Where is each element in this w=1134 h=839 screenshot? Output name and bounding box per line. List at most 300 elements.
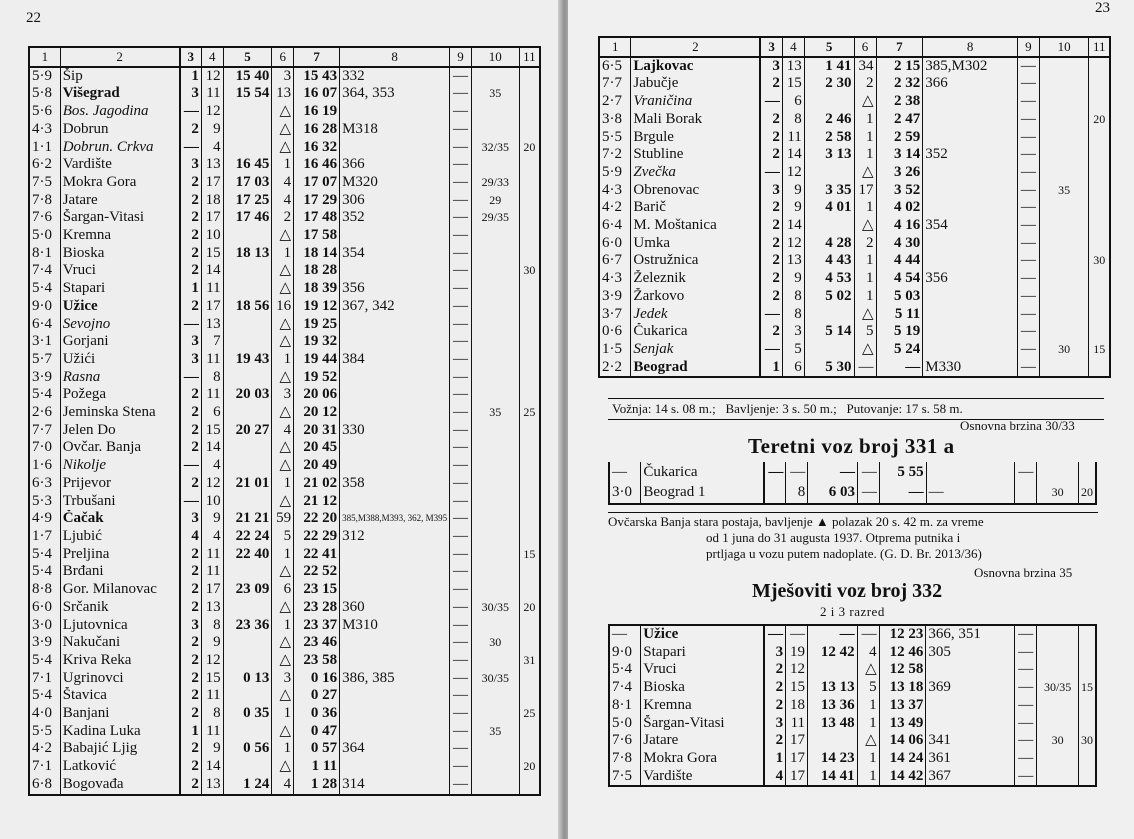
km-cell: 6·3	[29, 475, 60, 493]
km-cell: 4·0	[29, 705, 60, 723]
arrival-cell	[223, 439, 272, 457]
col6-cell: 1	[857, 715, 879, 733]
table-row	[609, 462, 1096, 483]
col4-cell: 10	[201, 227, 223, 245]
col6-cell: 2	[854, 235, 876, 253]
col9-cell: —	[450, 227, 472, 245]
km-cell: 0·6	[599, 323, 631, 341]
col6-cell: —	[857, 462, 879, 483]
crossing-cell	[923, 341, 1018, 359]
km-cell: 3·1	[29, 333, 60, 351]
km-cell: 4·2	[599, 199, 631, 217]
departure-cell: 3 26	[876, 164, 923, 182]
departure-cell: 16 19	[294, 103, 340, 121]
table-row	[599, 323, 1110, 341]
col3-cell: 2	[191, 439, 199, 456]
col6-cell: △	[272, 457, 294, 475]
col4-cell: 11	[786, 715, 808, 733]
col11-cell	[519, 85, 540, 103]
station-cell: Ovčar. Banja	[60, 439, 179, 457]
km-cell: 3·9	[29, 634, 60, 652]
col10-cell	[1037, 697, 1079, 715]
col6-cell: 1	[272, 546, 294, 564]
col3-cell: 2	[191, 386, 199, 403]
departure-cell: 5 24	[876, 341, 923, 359]
station-cell: Bioska	[641, 679, 764, 697]
col9-cell: —	[1017, 75, 1039, 93]
col11-cell	[519, 510, 540, 528]
station-cell: Jeminska Stena	[60, 404, 179, 422]
col9-cell: —	[450, 439, 472, 457]
km-cell: 7·5	[609, 768, 641, 787]
station-cell: Čukarica	[631, 323, 760, 341]
arrival-cell	[223, 316, 272, 334]
departure-cell: 0 36	[294, 705, 340, 723]
col3-cell: 3	[191, 156, 199, 173]
arrival-cell: 4 01	[804, 199, 854, 217]
col4-cell: 8	[782, 306, 804, 324]
table-row	[29, 457, 540, 475]
table-row	[599, 199, 1110, 217]
departure-cell: 20 49	[294, 457, 340, 475]
departure-cell: 19 12	[294, 298, 340, 316]
col6-cell: 4	[272, 174, 294, 192]
col10-cell	[471, 369, 519, 387]
col10-cell	[1039, 235, 1089, 253]
col9-cell: —	[450, 156, 472, 174]
col6-cell: 1	[854, 111, 876, 129]
col10-cell	[471, 687, 519, 705]
col9-cell: —	[450, 687, 472, 705]
col10-cell	[471, 103, 519, 121]
col4-cell: 4	[201, 457, 223, 475]
arrival-cell: —	[808, 462, 858, 483]
col10-cell: 30	[1037, 483, 1079, 504]
col9-cell: —	[450, 103, 472, 121]
crossing-cell: 305	[926, 644, 1015, 662]
col4-cell: 15	[201, 245, 223, 263]
col10-cell: 30	[1037, 732, 1079, 750]
station-cell: Gor. Milanovac	[60, 581, 179, 599]
col4-cell: 10	[201, 493, 223, 511]
col3-cell: 2	[772, 146, 780, 163]
arrival-cell: 17 25	[223, 192, 272, 210]
station-cell: Bioska	[60, 245, 179, 263]
col10-cell	[471, 156, 519, 174]
station-cell: Senjak	[631, 341, 760, 359]
station-cell: Brgule	[631, 129, 760, 147]
crossing-cell: 358	[340, 475, 450, 493]
col11-cell: 31	[519, 652, 540, 670]
col3-cell: 3	[191, 510, 199, 527]
col11-cell	[519, 369, 540, 387]
col11-cell	[519, 280, 540, 298]
col3-cell: 2	[772, 287, 780, 304]
col4-cell: 8	[782, 288, 804, 306]
col3-cell: 1	[760, 359, 782, 378]
table-row	[29, 351, 540, 369]
col10-cell	[1039, 199, 1089, 217]
col10-cell	[471, 333, 519, 351]
col10-cell	[471, 475, 519, 493]
col10-cell	[1037, 644, 1079, 662]
crossing-cell	[340, 705, 450, 723]
col6-cell: △	[272, 333, 294, 351]
departure-cell: 12 46	[879, 644, 926, 662]
table-row	[29, 192, 540, 210]
departure-cell: 20 45	[294, 439, 340, 457]
col6-cell: △	[854, 341, 876, 359]
col3-cell: 2	[772, 323, 780, 340]
table-row	[29, 174, 540, 192]
col11-cell	[1089, 75, 1110, 93]
station-cell: Kremna	[60, 227, 179, 245]
timetable-331	[608, 462, 1097, 505]
crossing-cell	[923, 288, 1018, 306]
col4-cell: 11	[201, 723, 223, 741]
station-cell: Beograd	[631, 359, 760, 378]
col3-cell: 2	[191, 404, 199, 421]
km-cell: 6·5	[599, 57, 631, 76]
col6-cell: △	[854, 164, 876, 182]
col3-cell: 2	[191, 563, 199, 580]
km-cell: 5·8	[29, 85, 60, 103]
col3-cell: 2	[191, 598, 199, 615]
km-cell: 5·6	[29, 103, 60, 121]
col6-cell: 2	[854, 75, 876, 93]
col11-cell	[519, 723, 540, 741]
col10-cell: 30/35	[471, 599, 519, 617]
station-cell: Užići	[60, 351, 179, 369]
col10-cell: 29/33	[471, 174, 519, 192]
col6-cell: △	[272, 758, 294, 776]
col11-cell	[519, 740, 540, 758]
summary-bavljenje: Bavljenje: 3 s. 50 m.;	[725, 401, 837, 416]
crossing-cell: 356	[923, 270, 1018, 288]
header-cell: 10	[1039, 37, 1089, 57]
col6-cell: 5	[854, 323, 876, 341]
departure-cell: 4 16	[876, 217, 923, 235]
station-cell: Dobrun	[60, 121, 179, 139]
km-cell: 1·7	[29, 528, 60, 546]
col11-cell: 15	[519, 546, 540, 564]
km-cell: 5·4	[29, 386, 60, 404]
arrival-cell	[804, 93, 854, 111]
km-cell: 5·4	[29, 652, 60, 670]
station-cell: Banjani	[60, 705, 179, 723]
col10-cell: 30/35	[471, 670, 519, 688]
col11-cell	[519, 227, 540, 245]
departure-cell: 16 46	[294, 156, 340, 174]
table-row	[29, 121, 540, 139]
arrival-cell: 2 58	[804, 129, 854, 147]
col11-cell: 25	[519, 705, 540, 723]
col11-cell	[519, 298, 540, 316]
col9-cell: —	[1015, 697, 1037, 715]
arrival-cell: 0 13	[223, 670, 272, 688]
travel-summary	[608, 398, 1104, 420]
table-row	[29, 475, 540, 493]
arrival-cell	[223, 723, 272, 741]
col4-cell: 18	[786, 697, 808, 715]
col3-cell: 2	[191, 120, 199, 137]
col4-cell: —	[786, 625, 808, 644]
crossing-cell: 384	[340, 351, 450, 369]
col9-cell: —	[450, 652, 472, 670]
col11-cell: 30	[1089, 252, 1110, 270]
crossing-cell	[340, 439, 450, 457]
station-cell: Šargan-Vitasi	[641, 715, 764, 733]
col3-cell: 2	[191, 651, 199, 668]
km-cell: 8·1	[609, 697, 641, 715]
station-cell: Kremna	[641, 697, 764, 715]
station-cell: Obrenovac	[631, 182, 760, 200]
km-cell: 5·3	[29, 493, 60, 511]
arrival-cell: 6 03	[808, 483, 858, 504]
arrival-cell	[223, 333, 272, 351]
departure-cell: 2 59	[876, 129, 923, 147]
col10-cell	[1037, 625, 1079, 644]
header-cell: 5	[804, 37, 854, 57]
departure-cell: 16 32	[294, 139, 340, 157]
col11-cell: 20	[519, 599, 540, 617]
col6-cell: 3	[272, 386, 294, 404]
col3-cell: 2	[180, 776, 202, 795]
col11-cell	[519, 776, 540, 795]
col6-cell: △	[272, 599, 294, 617]
col6-cell: 1	[854, 270, 876, 288]
crossing-cell: 306	[340, 192, 450, 210]
col3-cell: 2	[775, 732, 784, 749]
col3-cell: 2	[772, 128, 780, 145]
station-cell: Žarkovo	[631, 288, 760, 306]
km-cell: 3·0	[29, 617, 60, 635]
station-cell: Čukarica	[641, 462, 764, 483]
col10-cell	[1039, 270, 1089, 288]
col4-cell: 8	[782, 111, 804, 129]
crossing-cell: 352	[340, 209, 450, 227]
col10-cell	[471, 386, 519, 404]
table-row	[599, 164, 1110, 182]
departure-cell: 20 12	[294, 404, 340, 422]
col9-cell: —	[1017, 199, 1039, 217]
timetable-right	[598, 36, 1111, 378]
col9-cell: —	[450, 298, 472, 316]
header-cell: 5	[223, 47, 272, 67]
col3-cell: 2	[191, 634, 199, 651]
col6-cell: 1	[854, 146, 876, 164]
arrival-cell: 5 14	[804, 323, 854, 341]
arrival-cell: 13 36	[808, 697, 858, 715]
note-line-3: prtljaga u vozu putem nadoplate. (G. D. Br. 2013/36)	[706, 546, 982, 561]
col4-cell: 12	[782, 235, 804, 253]
col6-cell: 34	[854, 57, 876, 76]
col9-cell: —	[1017, 111, 1039, 129]
col3-cell: 3	[191, 333, 199, 350]
station-cell: Užice	[641, 625, 764, 644]
km-cell: 7·4	[29, 262, 60, 280]
col3-cell: 2	[191, 173, 199, 190]
crossing-cell	[340, 369, 450, 387]
crossing-cell	[340, 652, 450, 670]
col9-cell: —	[1015, 644, 1037, 662]
arrival-cell: 14 23	[808, 750, 858, 768]
arrival-cell: 16 45	[223, 156, 272, 174]
col3-cell: 2	[191, 262, 199, 279]
col3-cell: 2	[772, 199, 780, 216]
col10-cell: 30/35	[1037, 679, 1079, 697]
note-line-2: od 1 juna do 31 augusta 1937. Otprema putnika i	[706, 530, 961, 545]
col9-cell: —	[1015, 750, 1037, 768]
station-cell: Vardište	[641, 768, 764, 787]
station-cell: Prijevor	[60, 475, 179, 493]
train332-title: Mješoviti voz broj 332	[752, 580, 943, 602]
col3-cell: —	[183, 457, 199, 474]
table-row	[29, 617, 540, 635]
ovcar-banja-note	[608, 512, 1098, 562]
col11-cell	[1078, 715, 1096, 733]
crossing-cell: 366	[340, 156, 450, 174]
station-cell: Latković	[60, 758, 179, 776]
col6-cell: —	[857, 625, 879, 644]
crossing-cell	[340, 634, 450, 652]
col6-cell: △	[272, 139, 294, 157]
station-cell: Vardište	[60, 156, 179, 174]
train332-subtitle: 2 i 3 razred	[820, 604, 885, 619]
arrival-cell: 22 40	[223, 546, 272, 564]
col4-cell: 12	[201, 652, 223, 670]
table-row	[29, 705, 540, 723]
col11-cell: 15	[1078, 679, 1096, 697]
col9-cell: —	[450, 670, 472, 688]
col6-cell: △	[272, 316, 294, 334]
arrival-cell	[804, 306, 854, 324]
col6-cell: 4	[857, 644, 879, 662]
col10-cell	[471, 245, 519, 263]
col4-cell: 17	[201, 174, 223, 192]
col11-cell	[1089, 129, 1110, 147]
crossing-cell	[926, 715, 1015, 733]
col9-cell: —	[450, 705, 472, 723]
col3-cell: 1	[191, 722, 199, 739]
col10-cell	[1039, 93, 1089, 111]
crossing-cell: 330	[340, 422, 450, 440]
header-cell: 9	[1017, 37, 1039, 57]
col4-cell: 11	[201, 351, 223, 369]
departure-cell: 0 27	[294, 687, 340, 705]
table-row	[29, 280, 540, 298]
crossing-cell	[923, 182, 1018, 200]
col6-cell: 4	[272, 192, 294, 210]
col9-cell: —	[450, 85, 472, 103]
header-cell: 1	[29, 47, 60, 67]
col3-cell: —	[183, 368, 199, 385]
col4-cell: 11	[201, 85, 223, 103]
header-cell: 9	[450, 47, 472, 67]
col11-cell	[519, 156, 540, 174]
col10-cell	[1039, 57, 1089, 76]
arrival-cell	[223, 280, 272, 298]
col11-cell	[1078, 661, 1096, 679]
station-cell: Užice	[60, 298, 179, 316]
col11-cell	[1089, 217, 1110, 235]
crossing-cell: M320	[340, 174, 450, 192]
arrival-cell: 21 01	[223, 475, 272, 493]
col9-cell: —	[1015, 661, 1037, 679]
crossing-cell	[340, 723, 450, 741]
col9-cell: —	[450, 245, 472, 263]
col11-cell	[519, 528, 540, 546]
col4-cell: 15	[201, 422, 223, 440]
col6-cell: 1	[272, 245, 294, 263]
departure-cell: 13 37	[879, 697, 926, 715]
col6-cell: 59	[272, 510, 294, 528]
arrival-cell: 0 56	[223, 740, 272, 758]
km-cell: 6·0	[29, 599, 60, 617]
col4-cell: 12	[201, 67, 223, 86]
km-cell: 7·0	[29, 439, 60, 457]
col10-cell: 35	[471, 723, 519, 741]
col3-cell: 2	[191, 421, 199, 438]
col4-cell: 11	[201, 687, 223, 705]
station-cell: Jelen Do	[60, 422, 179, 440]
col3-cell: —	[183, 492, 199, 509]
header-cell: 11	[519, 47, 540, 67]
station-cell: Zvečka	[631, 164, 760, 182]
crossing-cell	[340, 687, 450, 705]
arrival-cell: 19 43	[223, 351, 272, 369]
header-cell: 8	[923, 37, 1018, 57]
km-cell: 5·7	[29, 351, 60, 369]
col6-cell: △	[272, 262, 294, 280]
col11-cell	[1089, 199, 1110, 217]
timetable-332	[608, 624, 1097, 787]
col11-cell	[1078, 625, 1096, 644]
departure-cell: 13 18	[879, 679, 926, 697]
km-cell: 4·3	[29, 121, 60, 139]
station-cell: Mokra Gora	[641, 750, 764, 768]
col9-cell: —	[450, 581, 472, 599]
km-cell: 8·1	[29, 245, 60, 263]
km-cell: 5·9	[599, 164, 631, 182]
col10-cell	[1037, 715, 1079, 733]
station-cell: Bogovađa	[60, 776, 179, 795]
departure-cell: 22 41	[294, 546, 340, 564]
arrival-cell: 2 30	[804, 75, 854, 93]
col6-cell: △	[272, 280, 294, 298]
train331-title: Teretni voz broj 331 a	[748, 434, 955, 458]
km-cell: —	[609, 462, 641, 483]
crossing-cell: 366	[923, 75, 1018, 93]
table-row	[609, 644, 1096, 662]
departure-cell: 14 06	[879, 732, 926, 750]
arrival-cell: 23 09	[223, 581, 272, 599]
col3-cell: 2	[775, 679, 784, 696]
station-cell: Lajkovac	[631, 57, 760, 76]
col6-cell: 2	[272, 209, 294, 227]
col3-cell: 2	[772, 234, 780, 251]
crossing-cell: 354	[923, 217, 1018, 235]
col3-cell: 1	[775, 749, 784, 766]
col4-cell: 17	[201, 581, 223, 599]
table-row	[29, 528, 540, 546]
col9-cell: —	[1015, 462, 1037, 483]
col11-cell	[1078, 644, 1096, 662]
col11-cell: 30	[519, 262, 540, 280]
station-cell: Železnik	[631, 270, 760, 288]
col3-cell: —	[768, 626, 784, 642]
col9-cell: —	[450, 776, 472, 795]
